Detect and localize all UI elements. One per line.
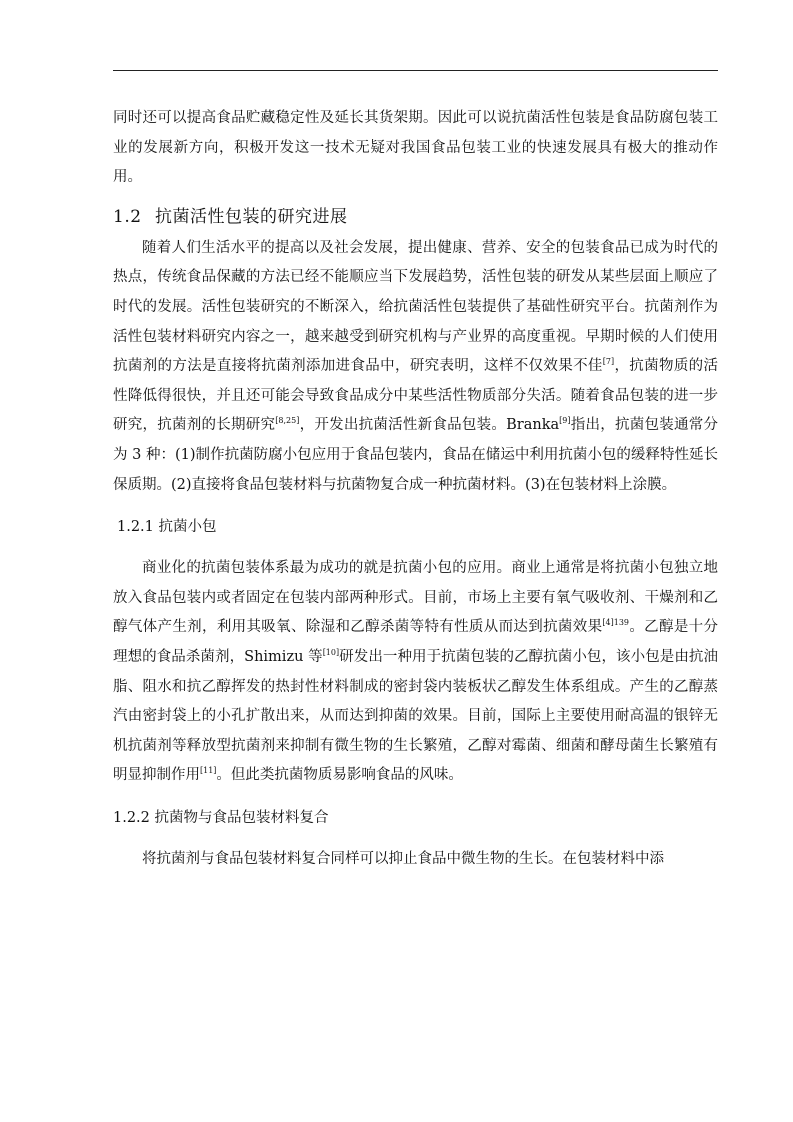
citation-7: [7] (602, 357, 615, 367)
paragraph-3-text-d: 。但此类抗菌物质易影响食品的风味。 (216, 767, 463, 784)
citation-9: [9] (559, 416, 571, 426)
section-number: 1.2 (113, 206, 142, 227)
paragraph-2-text-a: 随着人们生活水平的提高以及社会发展，提出健康、营养、安全的包装食品已成为时代的热点，传统食品保藏的方法已经不能顺应当下发展趋势，活性包装的研发从某些层面上顺应了时代的发展。活性包装研究的不断深入，给抗菌活性包装提供了基础性研究平台。抗菌剂作为活性包装材料研究内容之一，越来越受到研究机构与产业界的高度重视。早期时候的人们使用抗菌剂的方法是直接将抗菌剂添加进食品中，研究表明，这样不仅效果不佳 (113, 239, 718, 375)
paragraph-2-text-d: 指出，抗菌包装通常分为 3 种：(1)制作抗菌防腐小包应用于食品包装内，食品在储运中利用抗菌小包的缓释特性延长保质期。(2)直接将食品包装材料与抗菌物复合成一种抗菌材料。(3)在包装材料上涂膜。 (113, 417, 719, 493)
paragraph-1: 同时还可以提高食品贮藏稳定性及延长其货架期。因此可以说抗菌活性包装是食品防腐包装工业的发展新方向，积极开发这一技术无疑对我国食品包装工业的快速发展具有极大的推动作用。 (113, 110, 718, 186)
section-title: 抗菌活性包装的研究进展 (155, 206, 348, 227)
paragraph-3 (113, 554, 718, 791)
paragraph-3-text-c: 研发出一种用于抗菌包装的乙醇抗菌小包，该小包是由抗油脂、阻水和抗乙醇挥发的热封性材料制成的密封袋内装板状乙醇发生体系组成。产生的乙醇蒸汽由密封袋上的小孔扩散出来，从而达到抑菌的效果。目前，国际上主要使用耐高温的银锌无机抗菌剂等释放型抗菌剂来抑制有微生物的生长繁殖，乙醇对霉菌、细菌和酵母菌生长繁殖有明显抑制作用 (113, 648, 718, 784)
citation-11: [11] (200, 766, 217, 776)
paragraph-3-text-b: 。乙醇是十分理想的食品杀菌剂，Shimizu 等 (113, 619, 718, 665)
subsection-heading-1: 1.2.1 抗菌小包 (117, 519, 217, 536)
citation-8-25: [8,25] (275, 416, 300, 426)
subsection-heading-2: 1.2.2 抗菌物与食品包装材料复合 (113, 809, 329, 826)
paragraph-4: 将抗菌剂与食品包装材料复合同样可以抑止食品中微生物的生长。在包装材料中添 (142, 850, 664, 867)
citation-4-139: [4]139 (602, 618, 630, 628)
section-heading (113, 201, 718, 234)
paragraph-2 (113, 234, 718, 500)
paragraph-3-text-a: 商业化的抗菌包装体系最为成功的就是抗菌小包的应用。商业上通常是将抗菌小包独立地放入食品包装内或者固定在包装内部两种形式。目前，市场上主要有氧气吸收剂、干燥剂和乙醇气体产生剂，利用其吸氧、除湿和乙醇杀菌等特有性质从而达到抗菌效果 (113, 560, 718, 636)
header-rule (113, 70, 718, 71)
paragraph-2-text-b: ，抗菌物质的活性降低得很快，并且还可能会导致食品成分中某些活性物质部分失活。随着食品包装的进一步研究，抗菌剂的长期研究 (113, 358, 718, 434)
document-body (113, 104, 718, 874)
paragraph-2-text-c: ，开发出抗菌活性新食品包装。Branka (299, 417, 560, 434)
citation-10: [10] (322, 647, 340, 657)
